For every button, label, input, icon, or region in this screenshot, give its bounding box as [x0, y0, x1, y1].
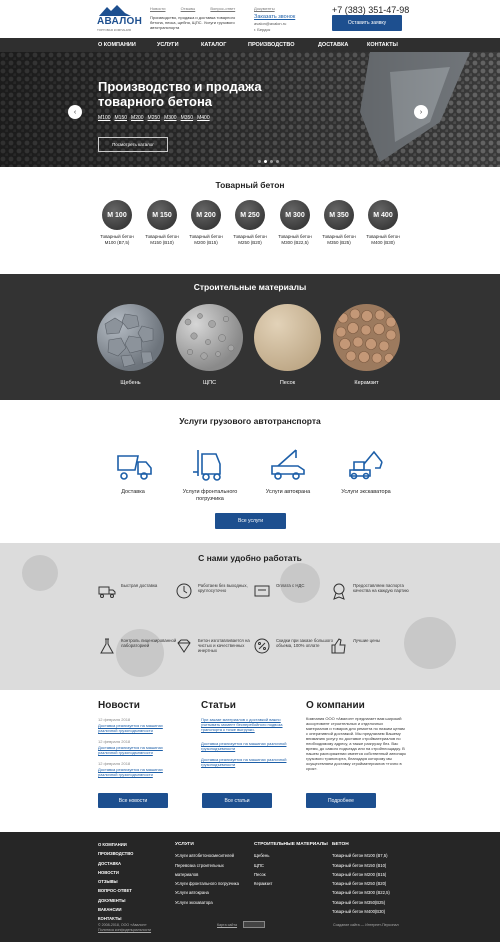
- vat-invoice-icon: [253, 582, 271, 600]
- about-text: Компания ООО «Авалон» предлагает вам широкий ассортимент строительных и отделочных материалов и товаров для ремонта по низким ценам с оперативной доставкой. Мы предлагаем Вашему вниманию услугу по доставке стройматериалов по необходимому адресу, а также разгрузку без. Вас время, до самого подъезда или на стройплощадку. В нашем распоряжении имеется собственный автопарк грузового транспорта, благодаря которому мы осуществляем доставку стройматериалов «точно в срок».: [306, 716, 406, 771]
- main-nav: [0, 38, 500, 52]
- concrete-badge[interactable]: М 300: [280, 200, 310, 230]
- concrete-caption[interactable]: Товарный бетон М250 (В20): [233, 234, 267, 245]
- material-caption[interactable]: Керамзит: [354, 380, 379, 386]
- top-links: [150, 6, 249, 11]
- footer-link[interactable]: Перевозка строительных материалов: [175, 862, 224, 877]
- slider-dots: [258, 160, 279, 163]
- concrete-texture-background: [0, 543, 500, 690]
- material-caption[interactable]: ЩПС: [202, 380, 217, 386]
- advantage-text: Бетон изготавливается на чистых и качественных инертных: [198, 638, 250, 654]
- slider-next-icon[interactable]: ›: [414, 105, 428, 119]
- footer-materials-column: [254, 840, 328, 888]
- request-button[interactable]: Оставить заявку: [332, 15, 402, 31]
- article-link[interactable]: Доставка реализуется на машинах различной грузоподъемности: [201, 757, 287, 767]
- forklift-icon: [190, 444, 230, 484]
- all-services-button[interactable]: Все услуги: [215, 513, 286, 529]
- footer-link[interactable]: Услуги автобетоносмесителей: [175, 853, 234, 859]
- laboratory-flask-icon: [98, 637, 116, 655]
- footer-column-title: СТРОИТЕЛЬНЫЕ МАТЕРИАЛЫ: [254, 842, 328, 847]
- expanded-clay-image[interactable]: [333, 304, 400, 371]
- nav-item-contacts[interactable]: КОНТАКТЫ: [367, 42, 398, 48]
- concrete-caption[interactable]: Товарный бетон М200 (В15): [189, 234, 223, 245]
- sand-image[interactable]: [254, 304, 321, 371]
- about-more-button[interactable]: Подробнее: [306, 793, 376, 808]
- hero-grade-link[interactable]: М300: [164, 115, 177, 121]
- concrete-badge[interactable]: М 100: [102, 200, 132, 230]
- hero-grade-link[interactable]: М350: [180, 115, 194, 121]
- footer-link[interactable]: Товарный бетон М300 (В22,5): [332, 890, 390, 896]
- advantage-text: Скидки при заказе большого объема, 100% оплате: [276, 638, 334, 649]
- news-date: 12 февраля 2018: [98, 761, 131, 766]
- about-title: О компании: [306, 700, 365, 711]
- concrete-caption[interactable]: Товарный бетон М400 (В30): [366, 234, 400, 245]
- hero-slider: [0, 52, 500, 167]
- nav-item-production[interactable]: ПРОИЗВОДСТВО: [248, 42, 295, 48]
- discount-percent-icon: [253, 637, 271, 655]
- nav-item-about[interactable]: О КОМПАНИИ: [98, 42, 136, 48]
- documents-link[interactable]: Документы: [254, 6, 275, 11]
- service-caption[interactable]: Услуги фронтального погрузчика: [182, 489, 238, 502]
- site-header: [0, 0, 500, 38]
- footer-link[interactable]: ЩПС: [254, 862, 264, 868]
- hero-grade-link[interactable]: М150: [114, 115, 128, 121]
- concrete-caption[interactable]: Товарный бетон М300 (В22,5): [278, 234, 312, 245]
- top-link-faq[interactable]: Вопрос-ответ: [210, 6, 236, 11]
- concrete-caption[interactable]: Товарный бетон М350 (В25): [322, 234, 356, 245]
- footer-link[interactable]: Керамзит: [254, 881, 273, 887]
- footer-main-links: [98, 840, 133, 924]
- footer-link[interactable]: Услуги экскаватора: [175, 899, 213, 905]
- hero-title: Производство и продажа товарного бетона: [98, 79, 262, 109]
- sitemap-link[interactable]: Карта сайта: [217, 923, 238, 927]
- visit-counter-badge: [243, 921, 265, 928]
- footer-link[interactable]: ДОСТАВКА: [98, 860, 122, 866]
- excavator-icon: [346, 444, 386, 484]
- quality-certificate-icon: [330, 582, 348, 600]
- logo-text[interactable]: АВАЛОН: [97, 16, 143, 27]
- hero-grade-link[interactable]: М250: [147, 115, 161, 121]
- advantages-section-title: С нами удобно работать: [198, 553, 302, 563]
- all-news-button[interactable]: Все новости: [98, 793, 168, 808]
- footer-services-column: [175, 840, 245, 907]
- advantages-section: [0, 543, 500, 690]
- service-caption[interactable]: Услуги экскаватора: [341, 489, 391, 495]
- article-link[interactable]: При заказе материалов с доставкой важно учитывать момент бесперебойного подвоза транспорта к точке выгрузки.: [201, 717, 283, 732]
- footer-link[interactable]: ОТЗЫВЫ: [98, 879, 118, 885]
- site-footer: [0, 832, 500, 942]
- footer-link[interactable]: ДОКУМЕНТЫ: [98, 897, 126, 903]
- hero-grade-link[interactable]: М100: [98, 115, 111, 121]
- thumbs-up-icon: [330, 637, 348, 655]
- footer-link[interactable]: Услуги фронтального погрузчика: [175, 881, 239, 887]
- slider-dot[interactable]: [264, 160, 267, 163]
- footer-link[interactable]: Товарный бетон М100 (В7,5): [332, 853, 388, 859]
- dump-truck-icon: [114, 444, 154, 484]
- news-link[interactable]: Доставка реализуется на машинах различной грузоподъемности: [98, 723, 163, 733]
- concrete-caption[interactable]: Товарный бетон М100 (В7,5): [100, 234, 134, 245]
- logo-subtitle: ТОРГОВАЯ КОМПАНИЯ: [97, 28, 131, 32]
- footer-link[interactable]: ВОПРОС-ОТВЕТ: [98, 888, 132, 894]
- slider-prev-icon[interactable]: ‹: [68, 105, 82, 119]
- delivery-truck-icon: [98, 582, 116, 600]
- phone-number[interactable]: +7 (383) 351-47-98: [332, 5, 410, 15]
- all-articles-button[interactable]: Все статьи: [202, 793, 272, 808]
- top-link-reviews[interactable]: Отзывы: [180, 6, 196, 11]
- site-creator-link[interactable]: Создание сайта — Интернет-Персонал: [333, 923, 399, 927]
- service-caption[interactable]: Доставка: [121, 489, 145, 495]
- news-date: 12 февраля 2018: [98, 739, 131, 744]
- nav-item-services[interactable]: УСЛУГИ: [157, 42, 179, 48]
- footer-link[interactable]: Товарный бетон М200 (В15): [332, 871, 387, 877]
- city-label: г. Бердск: [254, 27, 271, 32]
- footer-column-title: БЕТОН: [332, 842, 349, 847]
- news-link[interactable]: Доставка реализуется на машинах различной грузоподъемности: [98, 767, 163, 777]
- footer-link[interactable]: Товарный бетон М250 (В20): [332, 881, 387, 887]
- concrete-badge[interactable]: М 350: [324, 200, 354, 230]
- slider-dot[interactable]: [258, 160, 261, 163]
- email-link[interactable]: avalon@avalon.ru: [254, 21, 287, 26]
- article-link[interactable]: Доставка реализуется на машинах различной грузоподъемности: [201, 741, 287, 751]
- footer-link[interactable]: НОВОСТИ: [98, 869, 119, 875]
- materials-section: [0, 274, 500, 400]
- footer-link[interactable]: Песок: [254, 871, 266, 877]
- footer-concrete-column: [332, 840, 390, 916]
- service-caption[interactable]: Услуги автокрана: [265, 489, 311, 495]
- nav-item-delivery[interactable]: ДОСТАВКА: [318, 42, 349, 48]
- advantage-text: Быстрая доставка: [121, 583, 158, 588]
- footer-link[interactable]: КОНТАКТЫ: [98, 916, 122, 922]
- news-title: Новости: [98, 700, 140, 711]
- concrete-caption[interactable]: Товарный бетон М150 (В10): [145, 234, 179, 245]
- services-section-title: Услуги грузового автотранспорта: [179, 416, 321, 426]
- privacy-policy-link[interactable]: Политика конфиденциальности: [98, 928, 152, 932]
- hero-grade-links: [98, 115, 214, 121]
- call-me-link[interactable]: Заказать звонок: [254, 14, 296, 20]
- top-link-news[interactable]: Новости: [150, 6, 166, 11]
- diamond-icon: [175, 637, 193, 655]
- concrete-badge[interactable]: М 200: [191, 200, 221, 230]
- advantage-text: Оплата с НДС: [276, 583, 305, 588]
- slider-dot[interactable]: [276, 160, 279, 163]
- concrete-badge[interactable]: М 150: [147, 200, 177, 230]
- copyright: © 2008-2018, ООО «Авалон»: [98, 923, 147, 927]
- footer-link[interactable]: Товарный бетон М150 (В10): [332, 862, 387, 868]
- footer-link[interactable]: Услуги автокрана: [175, 890, 209, 896]
- gravel-sand-mix-image[interactable]: [176, 304, 243, 371]
- view-catalog-button[interactable]: Посмотреть каталог: [98, 137, 168, 152]
- concrete-badge[interactable]: М 250: [235, 200, 265, 230]
- footer-link[interactable]: ВАКАНСИИ: [98, 907, 122, 913]
- advantage-text: Предоставляем паспорта качества на каждую партию: [353, 583, 409, 594]
- footer-link[interactable]: ПРОИЗВОДСТВО: [98, 851, 134, 857]
- advantage-text: Контроль лицензированной лабораторией: [121, 638, 177, 649]
- truck-crane-icon: [268, 444, 308, 484]
- concrete-badge[interactable]: М 400: [368, 200, 398, 230]
- footer-link[interactable]: Товарный бетон М400(В30): [332, 909, 386, 915]
- materials-section-title: Строительные материалы: [193, 282, 307, 292]
- material-caption[interactable]: Песок: [279, 380, 296, 386]
- footer-link[interactable]: Щебень: [254, 853, 270, 859]
- articles-title: Статьи: [201, 700, 236, 711]
- hero-grade-link[interactable]: М400: [197, 115, 210, 121]
- hero-grade-link[interactable]: М200: [131, 115, 144, 121]
- advantage-text: Работаем без выходных, круглосуточно: [198, 583, 248, 594]
- footer-column-title: УСЛУГИ: [175, 842, 194, 847]
- nav-item-catalog[interactable]: КАТАЛОГ: [201, 42, 227, 48]
- footer-link[interactable]: О КОМПАНИИ: [98, 842, 127, 847]
- news-date: 12 февраля 2018: [98, 717, 131, 722]
- concrete-section-title: Товарный бетон: [215, 180, 285, 190]
- advantage-text: Лучшие цены: [353, 638, 380, 643]
- header-description: Производство, продажа и доставка товарного бетона, песка, щебня, ЩПС. Услуги грузового автотранспорта: [150, 15, 236, 30]
- material-caption[interactable]: Щебень: [120, 380, 141, 386]
- footer-link[interactable]: Товарный бетон М350(В25): [332, 899, 386, 905]
- gravel-image[interactable]: [97, 304, 164, 371]
- news-link[interactable]: Доставка реализуется на машинах различной грузоподъемности: [98, 745, 163, 755]
- 24-hours-icon: [175, 582, 193, 600]
- slider-dot[interactable]: [270, 160, 273, 163]
